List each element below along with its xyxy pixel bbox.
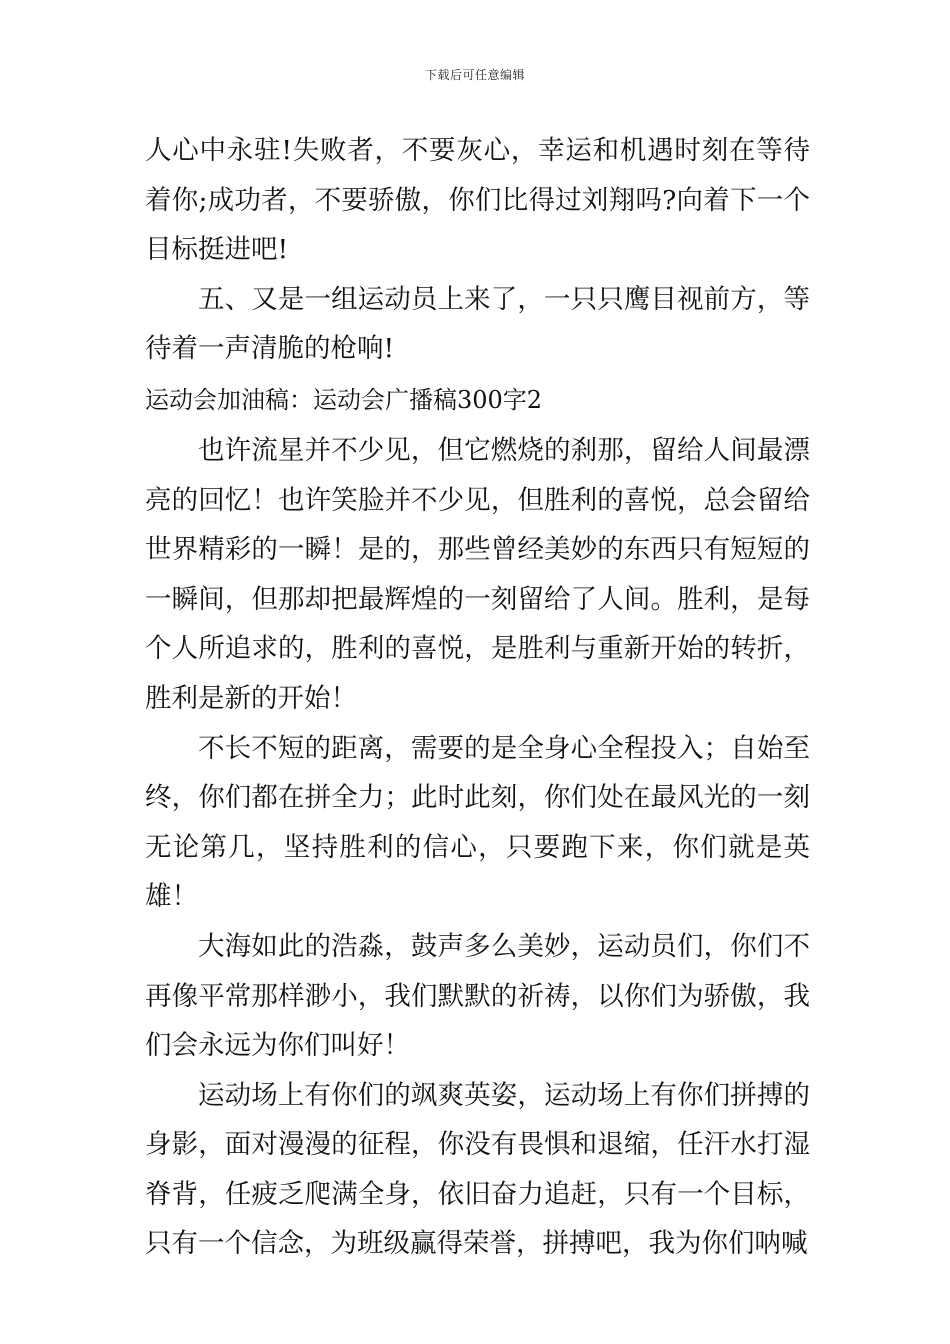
page-header: 下载后可任意编辑	[424, 68, 525, 82]
document-body	[145, 126, 810, 1269]
paragraph-continuation: 人心中永驻!失败者，不要灰心，幸运和机遇时刻在等待着你;成功者，不要骄傲，你们比得过刘翔吗?向着下一个目标挺进吧!	[145, 135, 810, 266]
section-heading: 运动会加油稿：运动会广播稿300字2	[145, 385, 543, 414]
paragraph: 大海如此的浩淼，鼓声多么美妙，运动员们，你们不再像平常那样渺小，我们默默的祈祷，以你们为骄傲，我们会永远为你们叫好！	[145, 930, 810, 1062]
paragraph: 也许流星并不少见，但它燃烧的刹那，留给人间最漂亮的回忆！也许笑脸并不少见，但胜利的喜悦，总会留给世界精彩的一瞬！是的，那些曾经美妙的东西只有短短的一瞬间，但那却把最辉煌的一刻留给了人间。胜利，是每个人所追求的，胜利的喜悦，是胜利与重新开始的转折，胜利是新的开始！	[145, 434, 810, 714]
paragraph: 不长不短的距离，需要的是全身心全程投入；自始至终，你们都在拼全力；此时此刻，你们处在最风光的一刻无论第几，坚持胜利的信心，只要跑下来，你们就是英雄！	[145, 732, 810, 913]
paragraph-five: 五、又是一组运动员上来了，一只只鹰目视前方，等待着一声清脆的枪响!	[145, 283, 810, 365]
paragraph: 运动场上有你们的飒爽英姿，运动场上有你们拼搏的身影，面对漫漫的征程，你没有畏惧和退缩，任汗水打湿脊背，任疲乏爬满全身，依旧奋力追赶，只有一个目标，只有一个信念，为班级赢得荣誉，拼搏吧，我为你们呐喊	[145, 1079, 810, 1260]
